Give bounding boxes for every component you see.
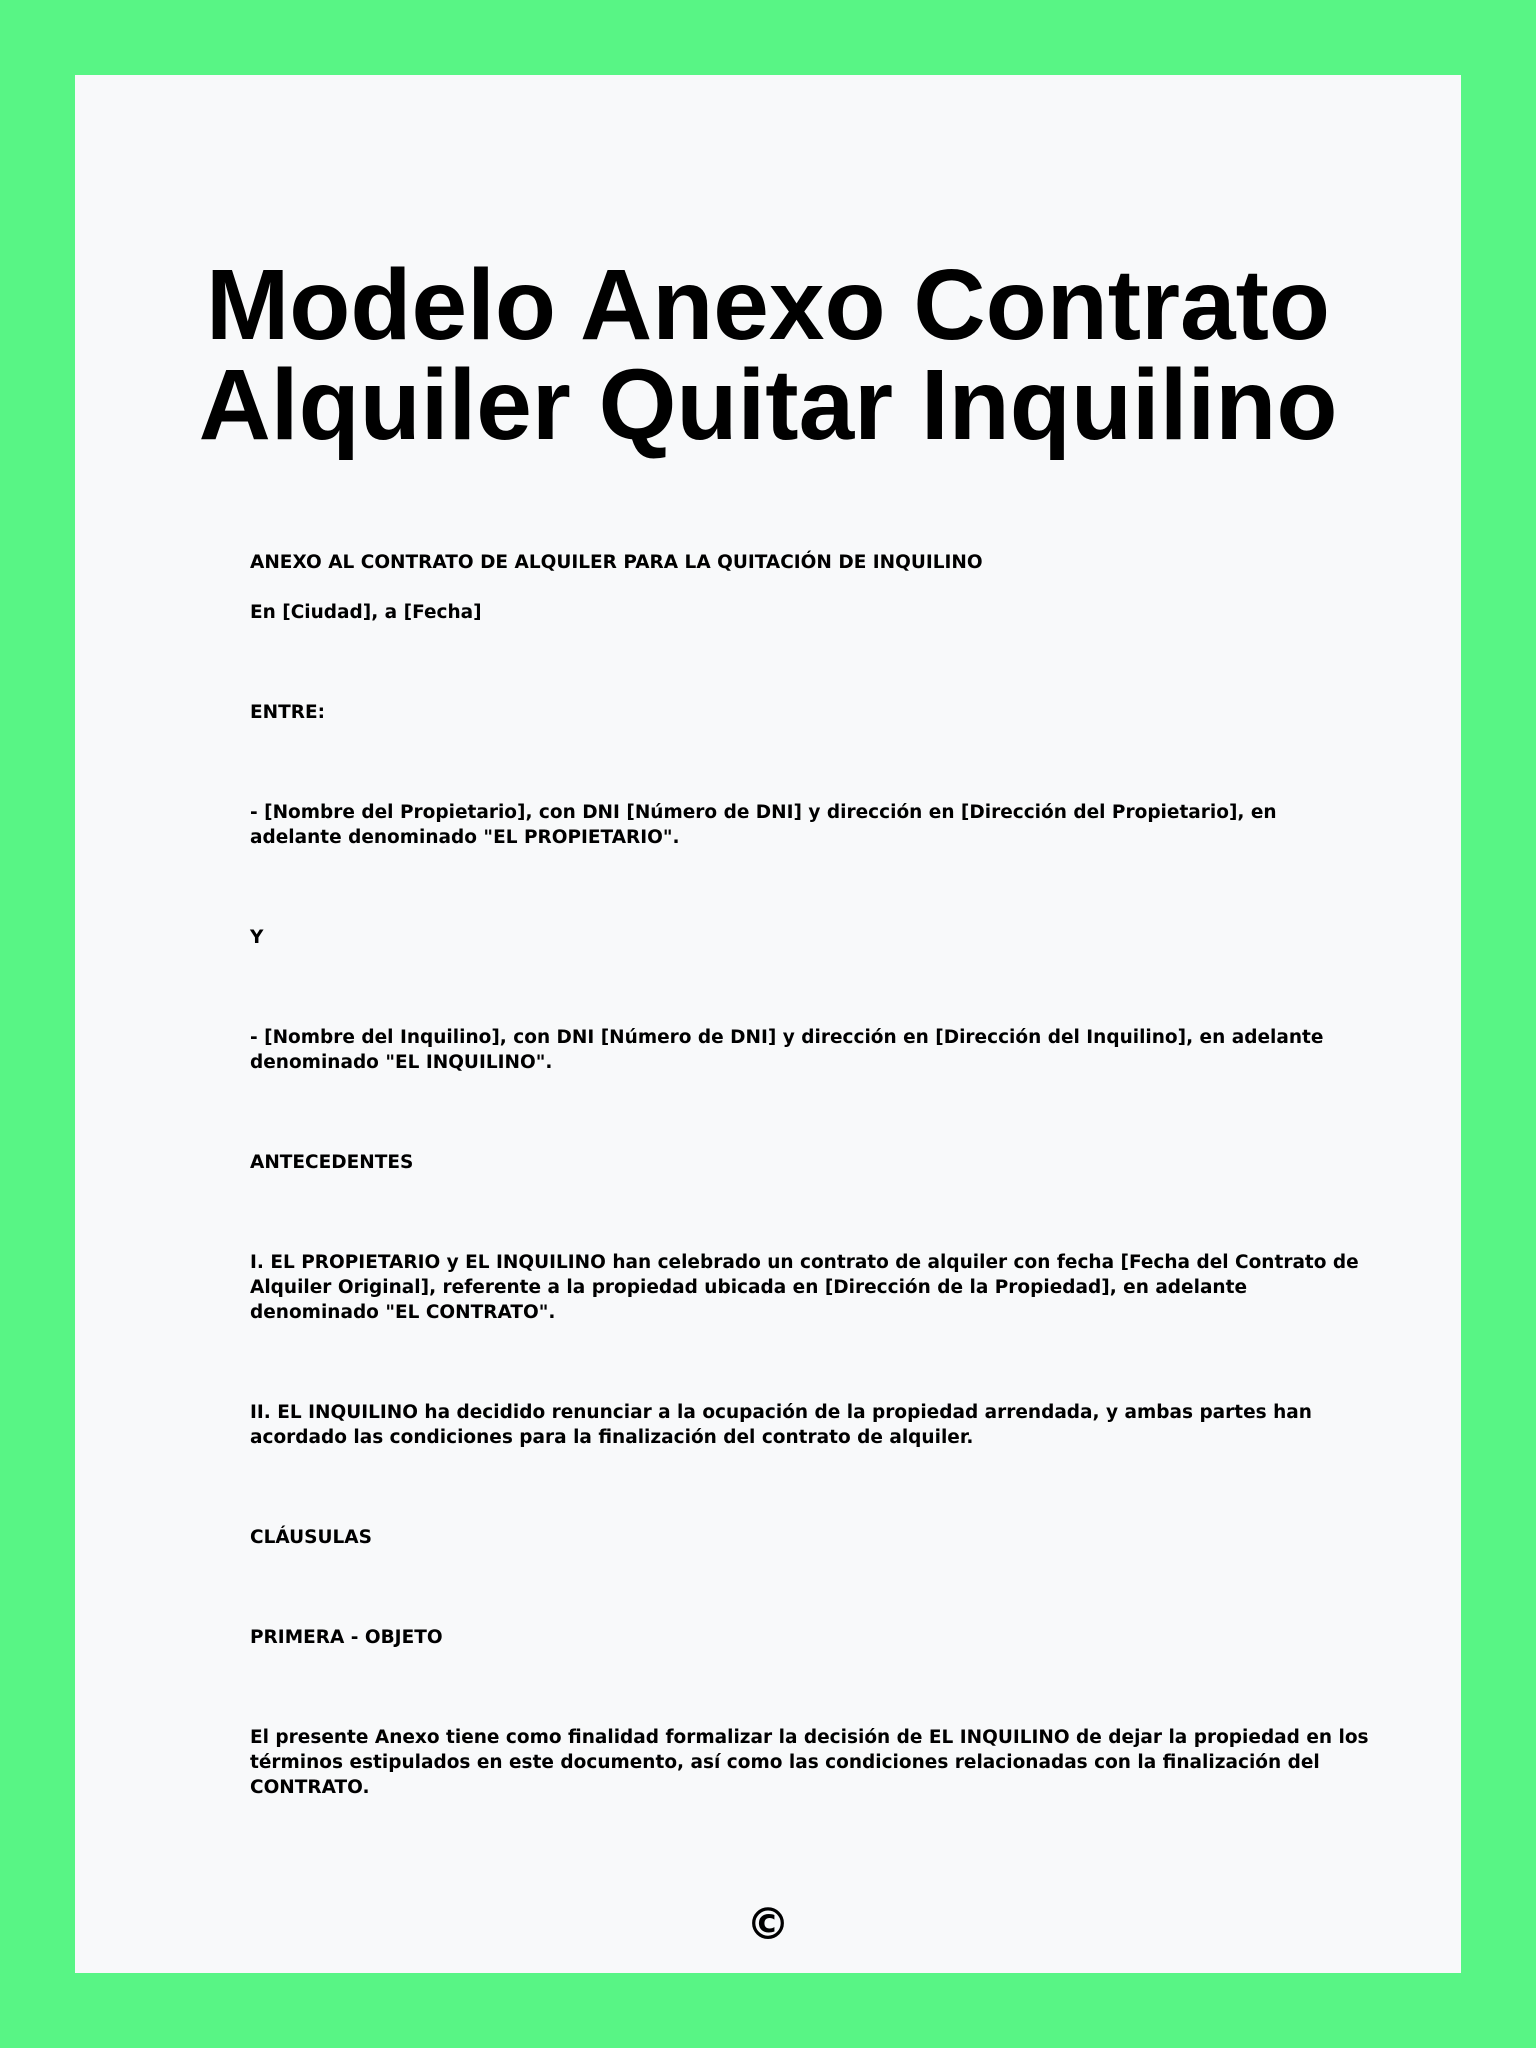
clauses-heading: CLÁUSULAS xyxy=(250,1527,372,1548)
place-date-line: En [Ciudad], a [Fecha] xyxy=(250,602,482,623)
document-page xyxy=(75,75,1461,1973)
background-item-1: I. EL PROPIETARIO y EL INQUILINO han celebrado un contrato de alquiler con fecha [Fecha del Contrato de Alquiler Original], referente a la propiedad ubicada en [Dirección de la Propiedad], en adelante denominado "EL CONTRATO". xyxy=(250,1252,1359,1323)
document-title-line-1: Modelo Anexo Contrato xyxy=(205,249,1331,361)
annex-heading: ANEXO AL CONTRATO DE ALQUILER PARA LA QUITACIÓN DE INQUILINO xyxy=(250,552,983,573)
background-item-2: II. EL INQUILINO ha decidido renunciar a la ocupación de la propiedad arrendada, y ambas partes han acordado las condiciones para la finalización del contrato de alquiler. xyxy=(250,1402,1312,1448)
document-title xyxy=(75,249,1461,461)
copyright-icon: © xyxy=(746,1899,790,1950)
owner-clause: - [Nombre del Propietario], con DNI [Número de DNI] y dirección en [Dirección del Propietario], en adelante denominado "EL PROPIETARIO". xyxy=(250,802,1277,848)
document-title-line-2: Alquiler Quitar Inquilino xyxy=(198,349,1338,461)
background-heading: ANTECEDENTES xyxy=(250,1152,414,1173)
first-clause-text: El presente Anexo tiene como finalidad formalizar la decisión de EL INQUILINO de dejar la propiedad en los términos estipulados en este documento, así como las condiciones relacionadas con la finalización del CONTRATO. xyxy=(250,1727,1369,1798)
first-clause-heading: PRIMERA - OBJETO xyxy=(250,1627,443,1648)
and-separator: Y xyxy=(250,927,264,948)
parties-heading: ENTRE: xyxy=(250,702,326,723)
tenant-clause: - [Nombre del Inquilino], con DNI [Número de DNI] y dirección en [Dirección del Inquilino], en adelante denominado "EL INQUILINO". xyxy=(250,1027,1324,1073)
